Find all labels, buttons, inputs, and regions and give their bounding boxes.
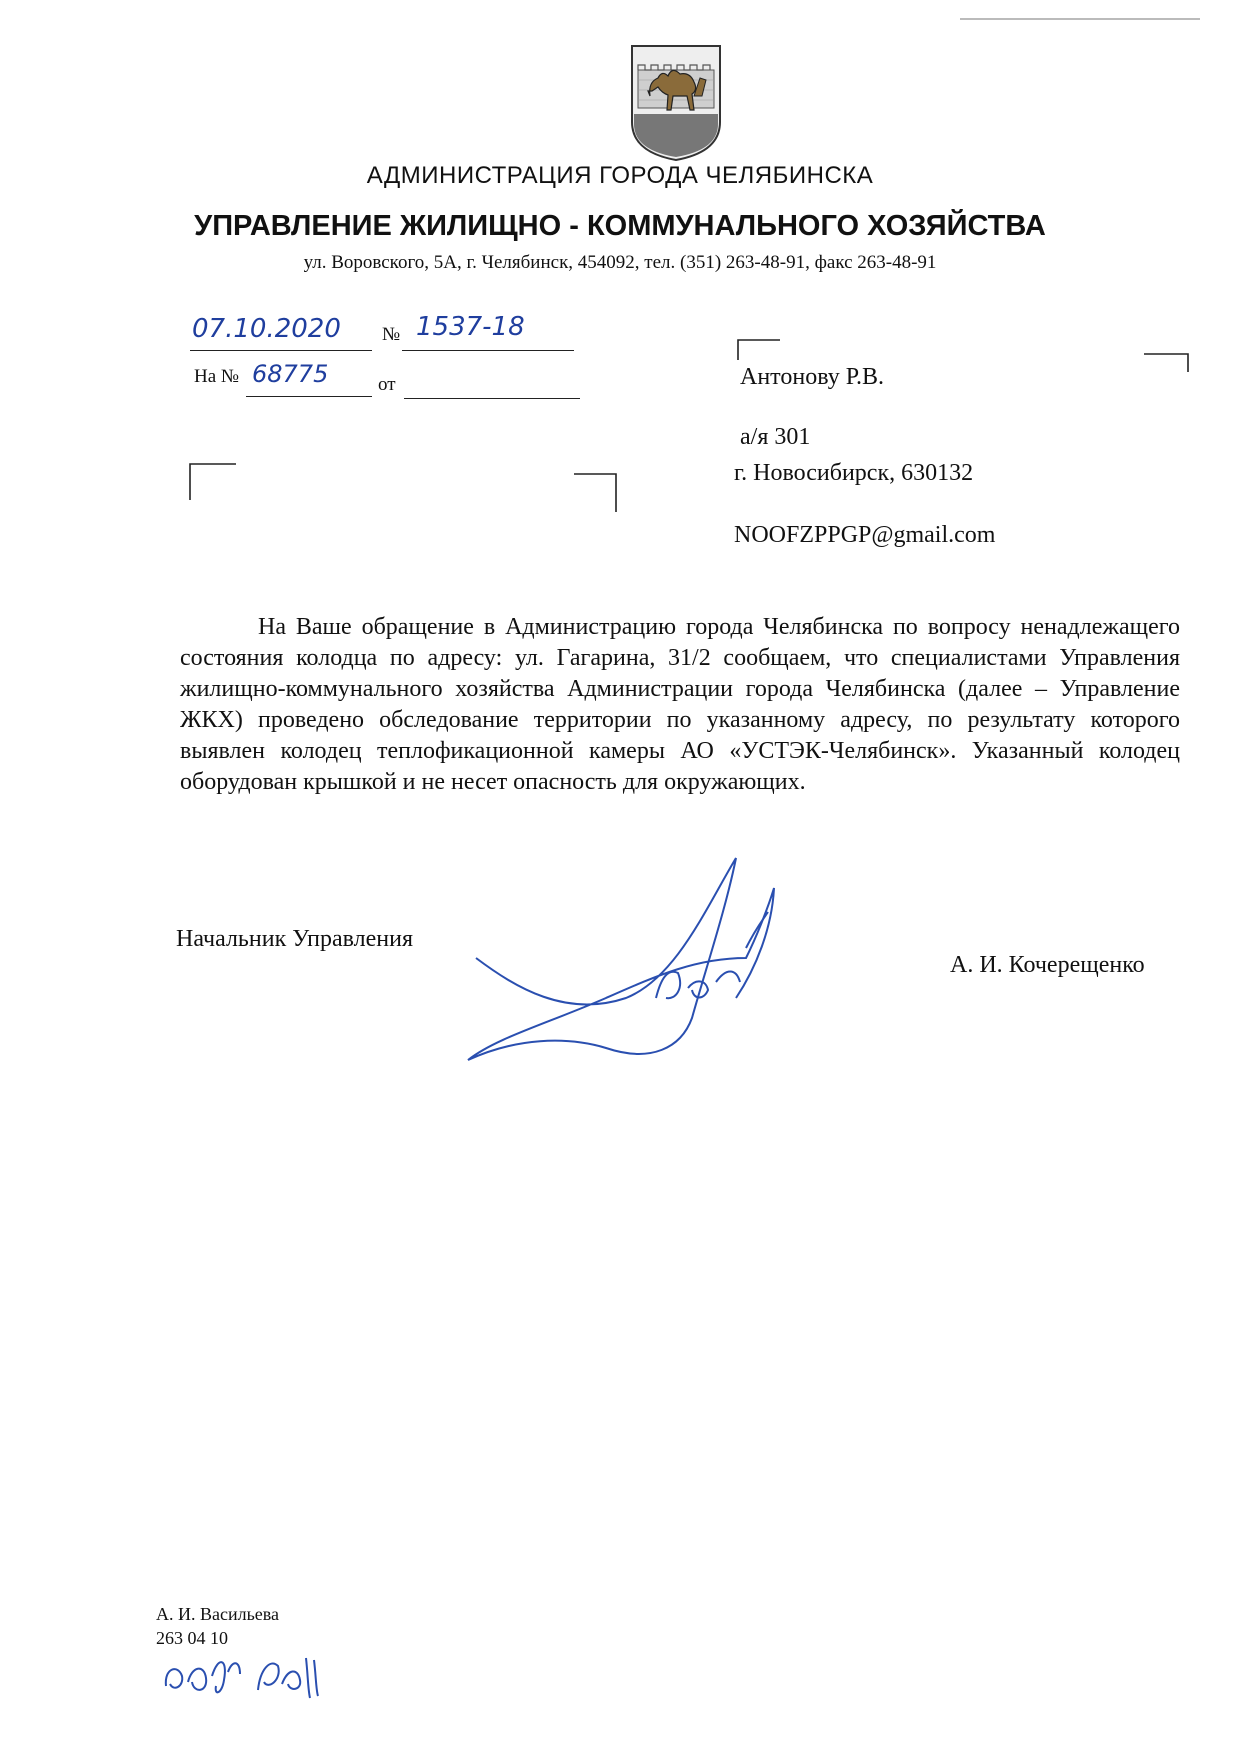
signatory-name: А. И. Кочерещенко (950, 952, 1145, 978)
department-title: УПРАВЛЕНИЕ ЖИЛИЩНО - КОММУНАЛЬНОГО ХОЗЯЙСТВА (194, 210, 1046, 242)
in-reply-number: 68775 (252, 360, 329, 388)
executor-phone: 263 04 10 (156, 1628, 228, 1648)
handwritten-initials (158, 1646, 328, 1704)
body-paragraph: На Ваше обращение в Администрацию города Челябинска по вопросу ненадлежащего состояния колодца по адресу: ул. Гагарина, 31/2 сообщаем, что специалистами Управления жилищно-коммунального хозяйства Администрации города Челябинска (далее – Управление ЖКХ) проведено обследование территории по указанному адресу, по результату которого выявлен колодец теплофикационной камеры АО «УСТЭК-Челябинск». Указанный колодец оборудован крышкой и не несет опасность для окружающих. (180, 614, 1180, 795)
executor-name: А. И. Васильева (156, 1604, 280, 1624)
number-label: № (382, 324, 401, 345)
recipient-po-box: а/я 301 (740, 424, 811, 450)
recipient-email: NOOFZPPGP@gmail.com (734, 522, 996, 548)
recipient-city: г. Новосибирск, 630132 (734, 460, 974, 486)
handwritten-signature (456, 848, 836, 1078)
outgoing-number: 1537-18 (416, 312, 525, 342)
corner-brackets (0, 0, 1240, 600)
in-reply-label: На № (194, 366, 240, 387)
department-address: ул. Воровского, 5А, г. Челябинск, 454092, тел. (351) 263-48-91, факс 263-48-91 (303, 252, 937, 273)
outgoing-date: 07.10.2020 (192, 314, 341, 344)
signatory-position: Начальник Управления (176, 926, 413, 952)
from-label: от (378, 374, 396, 395)
admin-title: АДМИНИСТРАЦИЯ ГОРОДА ЧЕЛЯБИНСКА (366, 162, 874, 189)
recipient-name: Антонову Р.В. (740, 364, 885, 390)
letter-body (180, 612, 1180, 798)
